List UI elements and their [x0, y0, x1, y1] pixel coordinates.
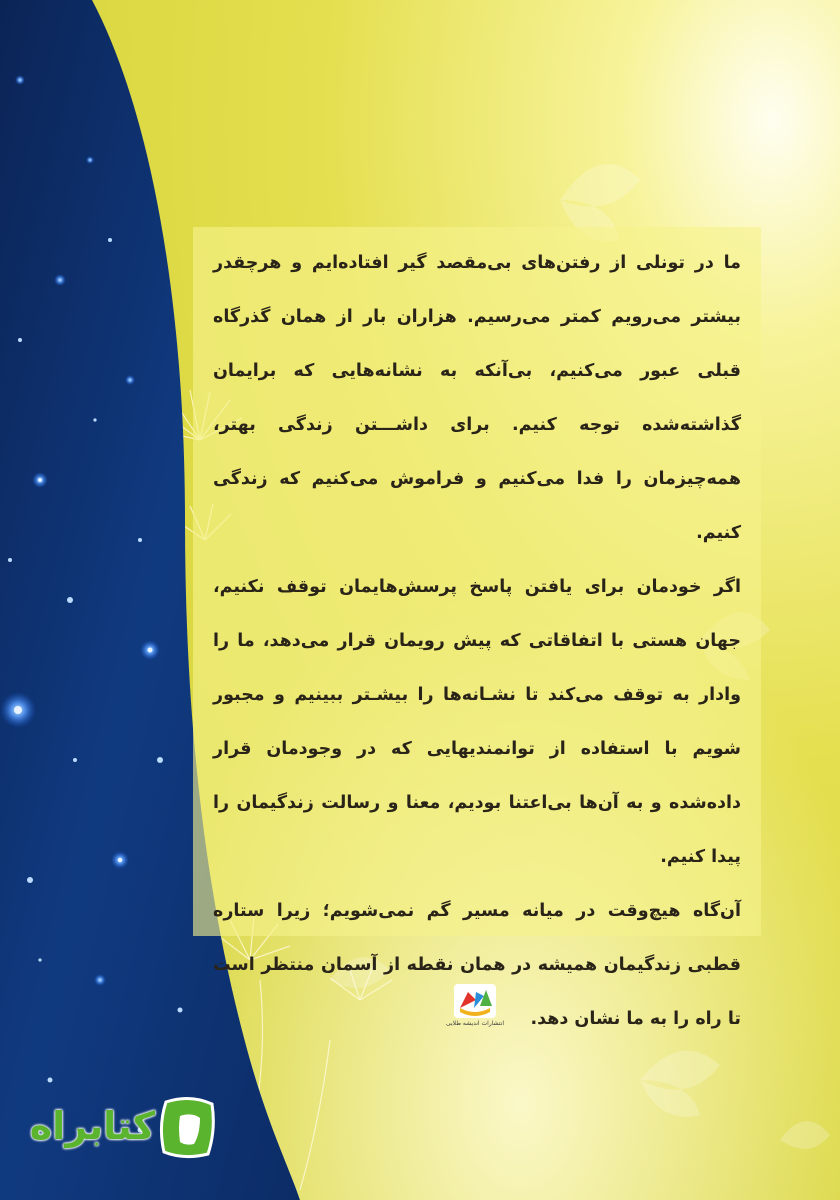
- paragraph-1: ما در تونلی از رفتن‌های بی‌مقصد گیر افتاده‌ایم و هرچقدر بیشتر می‌رویم کمتر می‌رسیم. هزاران بار از همان گذرگاه قبلی عبور می‌کنیم، بی‌آنکه به نشانه‌هایی که برایمان گذاشته‌شده توجه کنیم. برای داشـــتن زندگی بهتر، همه‌چیزمان را فدا می‌کنیم و فراموش می‌کنیم که زندگی کنیم.: [213, 253, 741, 543]
- paragraph-2: اگر خودمان برای یافتن پاسخ پرسش‌هایمان توقف نکنیم، جهان هستی با اتفاقاتی که پیش رویمان قرار می‌دهد، ما را وادار به توقف می‌کند تا نشـانه‌ها را بیشـتر ببینیم و مجبور شویم با استفاده از توانمندیهایی که در وجودمان قرار داده‌شده و به آن‌ها بی‌اعتنا بودیم، معنا و رسالت زندگیمان را پیدا کنیم.: [213, 577, 741, 867]
- paragraph-3: آن‌گاه هیچ‌وقت در میانه مسیر گم نمی‌شویم؛ زیرا ستاره قطبی زندگیمان همیشه در همان نقطه از آسمان منتظر است تا راه را به ما نشان دهد.: [213, 901, 741, 1029]
- ketabrah-watermark: کتابراه: [29, 1104, 155, 1148]
- publisher-name: انتشارات اندیشه طلایی: [445, 1020, 505, 1027]
- back-cover-text: [213, 236, 741, 1046]
